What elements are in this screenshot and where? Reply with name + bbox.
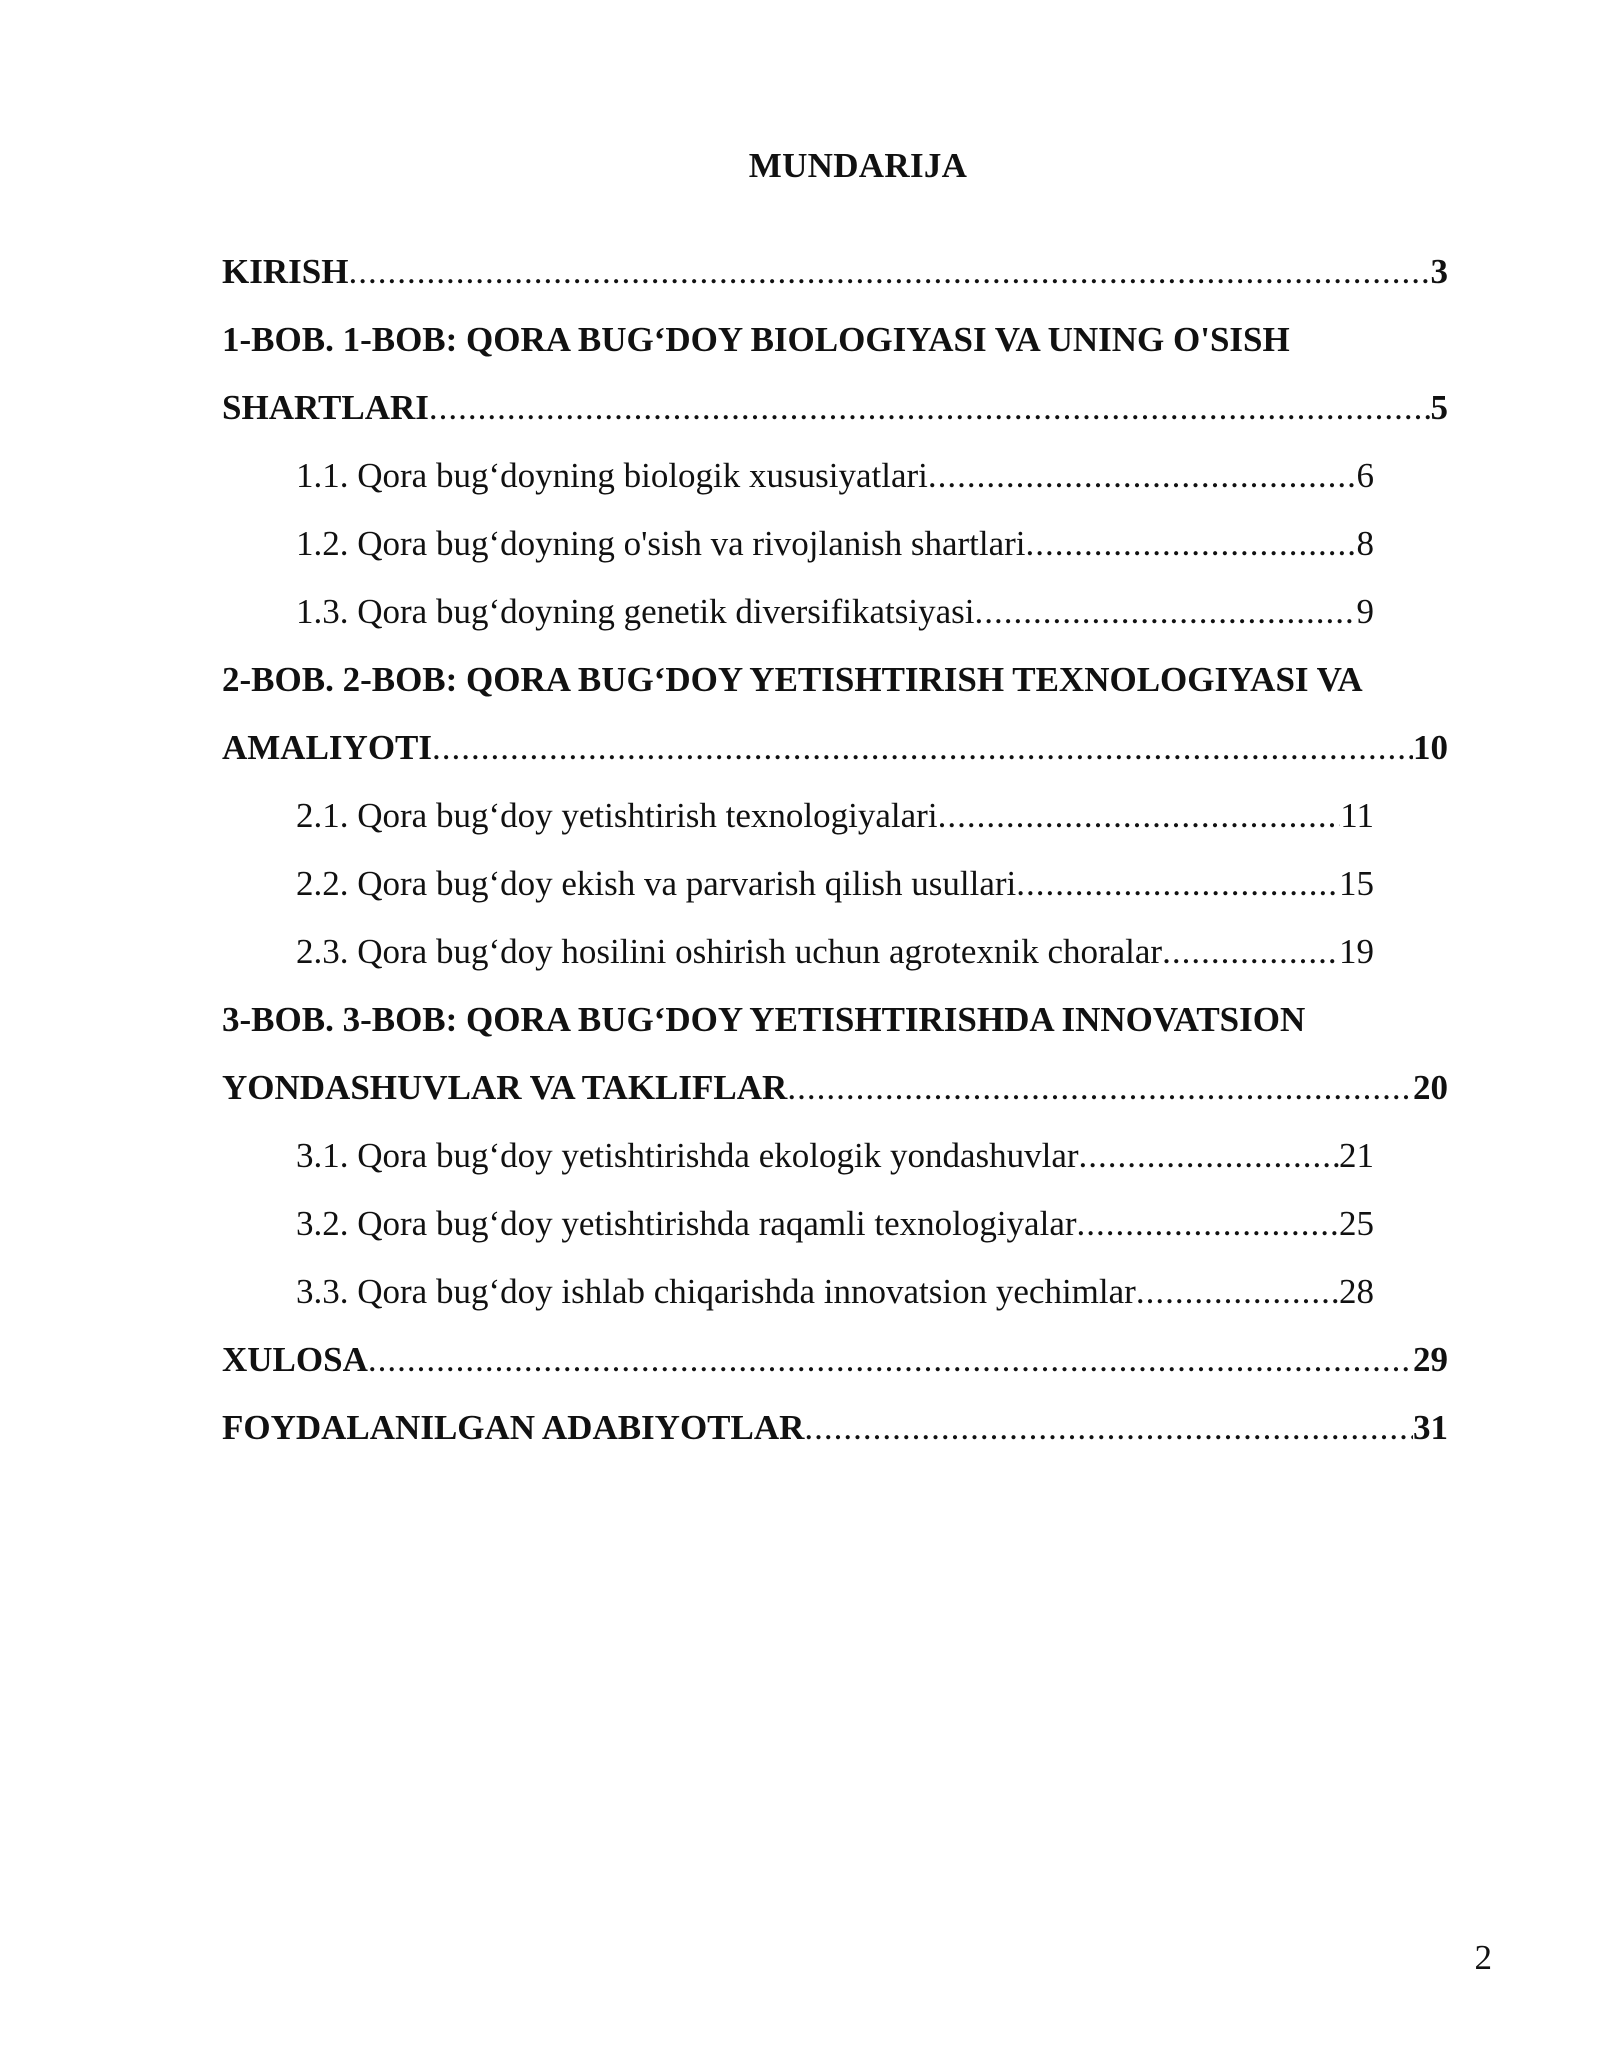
toc-entry-section-3-3[interactable]	[296, 1258, 1374, 1326]
toc-entry-label: KIRISH	[222, 252, 349, 291]
toc-entry-label: SHARTLARI	[222, 388, 429, 427]
toc-entry-kirish[interactable]	[222, 238, 1448, 306]
toc-entry-page: 5	[1430, 388, 1448, 427]
dot-leader	[938, 782, 1341, 850]
dot-leader	[1016, 850, 1339, 918]
toc-chapter-1-heading[interactable]: 1-BOB. 1-BOB: QORA BUG‘DOY BIOLOGIYASI VA UNING O'SISH	[222, 320, 1290, 359]
toc-entry-chapter-3[interactable]	[222, 1054, 1448, 1122]
toc-entry-section-1-1[interactable]	[296, 442, 1374, 510]
toc-entry-xulosa[interactable]	[222, 1326, 1448, 1394]
toc-entry-page: 10	[1413, 728, 1448, 767]
toc-entry-section-2-2[interactable]	[296, 850, 1374, 918]
toc-entry-label: AMALIYOTI	[222, 728, 433, 767]
toc-entry-section-3-1[interactable]	[296, 1122, 1374, 1190]
toc-entry-adabiyotlar[interactable]	[222, 1394, 1448, 1462]
dot-leader	[787, 1054, 1413, 1122]
toc-entry-section-2-1[interactable]	[296, 782, 1374, 850]
toc-entry-section-1-3[interactable]	[296, 578, 1374, 646]
dot-leader	[432, 714, 1413, 782]
toc-entry-page: 15	[1339, 864, 1374, 903]
toc-entry-section-2-3[interactable]	[296, 918, 1374, 986]
toc-entry-page: 28	[1339, 1272, 1374, 1311]
dot-leader	[429, 374, 1431, 442]
page-number: 2	[1474, 1938, 1492, 1977]
toc-entry-page: 29	[1413, 1340, 1448, 1379]
toc-chapter-3-heading[interactable]: 3-BOB. 3-BOB: QORA BUG‘DOY YETISHTIRISHDA INNOVATSION	[222, 1000, 1306, 1039]
dot-leader	[928, 442, 1357, 510]
toc-entry-label: 1.3. Qora bug‘doyning genetik diversifikatsiyasi	[296, 592, 975, 631]
dot-leader	[1077, 1190, 1339, 1258]
toc-entry-page: 3	[1430, 252, 1448, 291]
dot-leader	[1162, 918, 1339, 986]
toc-entry-page: 19	[1339, 932, 1374, 971]
dot-leader	[974, 578, 1356, 646]
toc-chapter-2-heading[interactable]: 2-BOB. 2-BOB: QORA BUG‘DOY YETISHTIRISH TEXNOLOGIYASI VA	[222, 660, 1363, 699]
toc-entry-section-1-2[interactable]	[296, 510, 1374, 578]
toc-entry-label: 2.2. Qora bug‘doy ekish va parvarish qilish usullari	[296, 864, 1017, 903]
toc-entry-label: 3.1. Qora bug‘doy yetishtirishda ekologik yondashuvlar	[296, 1136, 1079, 1175]
toc-entry-page: 11	[1340, 796, 1374, 835]
dot-leader	[804, 1394, 1413, 1462]
toc-entry-label: 3.3. Qora bug‘doy ishlab chiqarishda innovatsion yechimlar	[296, 1272, 1136, 1311]
toc-entry-page: 31	[1413, 1408, 1448, 1447]
toc-entry-section-3-2[interactable]	[296, 1190, 1374, 1258]
table-of-contents	[222, 238, 1448, 1462]
dot-leader	[348, 238, 1430, 306]
dot-leader	[1026, 510, 1357, 578]
toc-entry-label: 1.1. Qora bug‘doyning biologik xususiyatlari	[296, 456, 928, 495]
toc-entry-chapter-2[interactable]	[222, 714, 1448, 782]
toc-entry-label: FOYDALANILGAN ADABIYOTLAR	[222, 1408, 805, 1447]
toc-entry-page: 8	[1356, 524, 1374, 563]
toc-entry-page: 9	[1356, 592, 1374, 631]
dot-leader	[1079, 1122, 1339, 1190]
dot-leader	[368, 1326, 1413, 1394]
page-title: MUNDARIJA	[748, 146, 968, 185]
toc-entry-chapter-1[interactable]	[222, 374, 1448, 442]
toc-entry-page: 25	[1339, 1204, 1374, 1243]
toc-entry-label: XULOSA	[222, 1340, 368, 1379]
toc-entry-label: 2.3. Qora bug‘doy hosilini oshirish uchun agrotexnik choralar	[296, 932, 1163, 971]
toc-entry-label: YONDASHUVLAR VA TAKLIFLAR	[222, 1068, 788, 1107]
toc-entry-page: 21	[1339, 1136, 1374, 1175]
dot-leader	[1136, 1258, 1339, 1326]
toc-entry-page: 20	[1413, 1068, 1448, 1107]
toc-entry-label: 2.1. Qora bug‘doy yetishtirish texnologiyalari	[296, 796, 938, 835]
toc-entry-label: 3.2. Qora bug‘doy yetishtirishda raqamli texnologiyalar	[296, 1204, 1077, 1243]
toc-entry-label: 1.2. Qora bug‘doyning o'sish va rivojlanish shartlari	[296, 524, 1026, 563]
toc-entry-page: 6	[1356, 456, 1374, 495]
